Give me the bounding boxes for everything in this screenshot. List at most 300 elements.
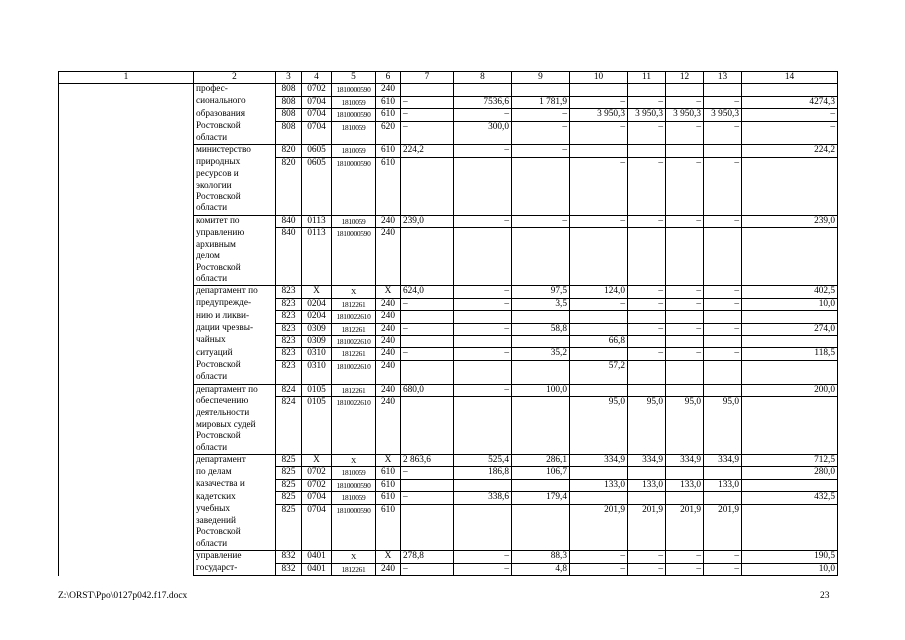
- cell-value: –: [570, 563, 628, 575]
- cell-value: [570, 274, 628, 286]
- column-header: 8: [454, 72, 512, 84]
- cell-value: [302, 431, 332, 442]
- table-row: [59, 181, 838, 192]
- table-row: [59, 492, 838, 504]
- cell-value: [666, 372, 704, 384]
- cell-value: [332, 263, 376, 274]
- table-row: [59, 192, 838, 203]
- cell-value: [666, 492, 704, 504]
- cell-value: [742, 527, 838, 538]
- cell-value: 240: [376, 396, 401, 408]
- cell-value: [454, 504, 512, 516]
- cell-value: –: [628, 323, 666, 335]
- cell-col1: [59, 443, 194, 455]
- cell-value: 0605: [302, 157, 332, 169]
- cell-value: 224,2: [742, 145, 838, 157]
- cell-value: [454, 516, 512, 527]
- cell-value: [276, 527, 302, 538]
- cell-value: [276, 431, 302, 442]
- cell-value: 1810022610: [332, 396, 376, 408]
- cell-value: –: [570, 298, 628, 310]
- cell-value: 0310: [302, 360, 332, 372]
- cell-value: 7536,6: [454, 96, 512, 108]
- cell-col1: [59, 323, 194, 335]
- cell-value: 1812261: [332, 563, 376, 575]
- cell-value: [512, 84, 570, 96]
- cell-value: –: [666, 551, 704, 563]
- cell-value: [401, 157, 454, 169]
- cell-value: [666, 311, 704, 323]
- cell-value: [570, 408, 628, 419]
- cell-value: [302, 372, 332, 384]
- cell-value: –: [666, 298, 704, 310]
- cell-value: 334,9: [570, 455, 628, 467]
- cell-value: X: [302, 455, 332, 467]
- cell-value: –: [628, 96, 666, 108]
- cell-value: [276, 539, 302, 551]
- cell-col1: [59, 492, 194, 504]
- cell-value: 3,5: [512, 298, 570, 310]
- cell-value: –: [704, 563, 742, 575]
- cell-value: 286,1: [512, 455, 570, 467]
- cell-value: 240: [376, 384, 401, 396]
- cell-value: [332, 443, 376, 455]
- cell-value: 201,9: [704, 504, 742, 516]
- cell-value: [302, 527, 332, 538]
- cell-value: [276, 192, 302, 203]
- cell-value: [570, 192, 628, 203]
- table-row: [59, 215, 838, 227]
- cell-value: [666, 263, 704, 274]
- cell-value: 832: [276, 551, 302, 563]
- cell-value: [454, 420, 512, 431]
- cell-value: [628, 360, 666, 372]
- cell-name: Ростовской: [194, 192, 276, 203]
- cell-value: –: [666, 121, 704, 133]
- cell-value: [276, 203, 302, 215]
- cell-value: [401, 408, 454, 419]
- cell-value: –: [454, 551, 512, 563]
- cell-value: [454, 169, 512, 180]
- cell-value: [454, 360, 512, 372]
- footer-file-path: Z:\ORST\Ppo\0127p042.f17.docx: [58, 591, 188, 601]
- table-row: [59, 420, 838, 431]
- cell-value: [704, 372, 742, 384]
- cell-value: 1810000590: [332, 479, 376, 491]
- cell-col1: [59, 121, 194, 133]
- cell-value: [512, 443, 570, 455]
- cell-value: [666, 145, 704, 157]
- table-row: [59, 516, 838, 527]
- page-number: 23: [820, 591, 830, 601]
- cell-value: 97,5: [512, 286, 570, 298]
- cell-value: [302, 516, 332, 527]
- cell-col1: [59, 408, 194, 419]
- cell-value: –: [401, 563, 454, 575]
- table-row: [59, 443, 838, 455]
- cell-value: [454, 335, 512, 347]
- cell-value: 133,0: [666, 479, 704, 491]
- table-row: [59, 133, 838, 145]
- cell-value: 133,0: [570, 479, 628, 491]
- cell-value: 4274,3: [742, 96, 838, 108]
- table-row: [59, 455, 838, 467]
- cell-value: [742, 251, 838, 262]
- header-row: [59, 72, 838, 84]
- cell-value: [376, 181, 401, 192]
- cell-value: 808: [276, 109, 302, 121]
- cell-value: [512, 420, 570, 431]
- cell-value: [332, 372, 376, 384]
- cell-value: [376, 539, 401, 551]
- cell-value: 10,0: [742, 563, 838, 575]
- cell-value: 1810059: [332, 215, 376, 227]
- cell-value: [276, 251, 302, 262]
- cell-value: [401, 527, 454, 538]
- cell-value: –: [704, 215, 742, 227]
- cell-value: [332, 169, 376, 180]
- cell-value: [401, 251, 454, 262]
- cell-value: –: [666, 215, 704, 227]
- cell-value: [454, 443, 512, 455]
- cell-value: [570, 431, 628, 442]
- cell-col1: [59, 84, 194, 96]
- cell-col1: [59, 539, 194, 551]
- cell-value: [454, 527, 512, 538]
- cell-value: [302, 240, 332, 251]
- cell-col1: [59, 467, 194, 479]
- cell-value: X: [376, 455, 401, 467]
- cell-value: [332, 408, 376, 419]
- cell-value: 824: [276, 396, 302, 408]
- cell-value: –: [401, 348, 454, 360]
- cell-value: 338,6: [454, 492, 512, 504]
- cell-value: [401, 396, 454, 408]
- cell-value: 0401: [302, 551, 332, 563]
- cell-value: 35,2: [512, 348, 570, 360]
- cell-col1: [59, 563, 194, 575]
- column-header: 12: [666, 72, 704, 84]
- cell-col1: [59, 348, 194, 360]
- cell-value: [742, 372, 838, 384]
- cell-value: 240: [376, 215, 401, 227]
- cell-value: 100,0: [512, 384, 570, 396]
- table-row: [59, 251, 838, 262]
- cell-value: –: [454, 323, 512, 335]
- cell-value: –: [628, 121, 666, 133]
- cell-value: [401, 539, 454, 551]
- cell-value: [512, 251, 570, 262]
- cell-value: [376, 240, 401, 251]
- cell-col1: [59, 360, 194, 372]
- cell-value: [704, 251, 742, 262]
- cell-value: –: [570, 121, 628, 133]
- cell-value: [332, 203, 376, 215]
- cell-value: 133,0: [704, 479, 742, 491]
- cell-value: 823: [276, 298, 302, 310]
- cell-name: Ростовской: [194, 527, 276, 538]
- cell-value: 825: [276, 479, 302, 491]
- cell-value: [628, 539, 666, 551]
- cell-value: [628, 431, 666, 442]
- cell-name: образования: [194, 109, 276, 121]
- cell-value: 825: [276, 455, 302, 467]
- cell-value: –: [628, 298, 666, 310]
- cell-value: –: [666, 157, 704, 169]
- cell-value: [570, 420, 628, 431]
- cell-value: [332, 274, 376, 286]
- cell-name: кадетских: [194, 492, 276, 504]
- cell-value: [570, 251, 628, 262]
- cell-value: [570, 527, 628, 538]
- cell-col1: [59, 215, 194, 227]
- table-body: [59, 72, 838, 576]
- cell-value: 0702: [302, 467, 332, 479]
- cell-value: [704, 240, 742, 251]
- cell-value: [704, 169, 742, 180]
- cell-value: [742, 84, 838, 96]
- cell-value: [666, 431, 704, 442]
- cell-value: [570, 203, 628, 215]
- cell-value: [302, 443, 332, 455]
- cell-value: –: [666, 563, 704, 575]
- cell-value: 240: [376, 348, 401, 360]
- column-header: 3: [276, 72, 302, 84]
- cell-value: [276, 169, 302, 180]
- cell-value: [666, 169, 704, 180]
- cell-value: [666, 203, 704, 215]
- cell-value: [742, 203, 838, 215]
- cell-value: [401, 372, 454, 384]
- cell-value: [276, 443, 302, 455]
- cell-value: 95,0: [666, 396, 704, 408]
- cell-value: 58,8: [512, 323, 570, 335]
- cell-name: области: [194, 443, 276, 455]
- cell-col1: [59, 311, 194, 323]
- cell-value: [454, 251, 512, 262]
- cell-value: [742, 192, 838, 203]
- cell-value: 808: [276, 96, 302, 108]
- cell-value: 1812261: [332, 298, 376, 310]
- cell-value: [628, 274, 666, 286]
- cell-value: [276, 516, 302, 527]
- table-row: [59, 203, 838, 215]
- cell-value: [302, 169, 332, 180]
- cell-value: [401, 479, 454, 491]
- cell-value: –: [704, 96, 742, 108]
- cell-value: 300,0: [454, 121, 512, 133]
- cell-value: [628, 492, 666, 504]
- cell-value: X: [332, 286, 376, 298]
- cell-value: 1810000590: [332, 157, 376, 169]
- cell-value: [704, 145, 742, 157]
- table-row: [59, 348, 838, 360]
- cell-value: [454, 431, 512, 442]
- cell-value: –: [454, 348, 512, 360]
- table-row: [59, 121, 838, 133]
- cell-value: 124,0: [570, 286, 628, 298]
- cell-value: 610: [376, 504, 401, 516]
- cell-value: 840: [276, 228, 302, 240]
- cell-col1: [59, 298, 194, 310]
- cell-value: [276, 240, 302, 251]
- cell-value: –: [512, 145, 570, 157]
- cell-value: 240: [376, 323, 401, 335]
- cell-value: [512, 539, 570, 551]
- cell-value: [512, 372, 570, 384]
- cell-value: 95,0: [628, 396, 666, 408]
- cell-value: –: [570, 215, 628, 227]
- cell-value: [570, 372, 628, 384]
- cell-col1: [59, 192, 194, 203]
- cell-value: 2 863,6: [401, 455, 454, 467]
- cell-value: –: [512, 121, 570, 133]
- cell-value: [276, 133, 302, 145]
- cell-value: [332, 539, 376, 551]
- cell-value: [376, 274, 401, 286]
- cell-name: архивным: [194, 240, 276, 251]
- cell-value: [454, 133, 512, 145]
- cell-value: [570, 492, 628, 504]
- cell-col1: [59, 384, 194, 396]
- cell-value: [376, 169, 401, 180]
- cell-value: [512, 240, 570, 251]
- cell-value: –: [401, 492, 454, 504]
- cell-col1: [59, 240, 194, 251]
- cell-value: –: [666, 323, 704, 335]
- cell-value: 224,2: [401, 145, 454, 157]
- cell-value: [512, 431, 570, 442]
- cell-value: 240: [376, 563, 401, 575]
- cell-col1: [59, 504, 194, 516]
- cell-col1: [59, 455, 194, 467]
- table-row: [59, 479, 838, 491]
- cell-value: [628, 203, 666, 215]
- cell-value: 620: [376, 121, 401, 133]
- cell-value: [570, 133, 628, 145]
- cell-value: 610: [376, 96, 401, 108]
- table-row: [59, 169, 838, 180]
- cell-value: 823: [276, 348, 302, 360]
- cell-value: [454, 181, 512, 192]
- cell-value: [512, 169, 570, 180]
- table-row: [59, 504, 838, 516]
- cell-value: [666, 443, 704, 455]
- cell-value: [570, 384, 628, 396]
- cell-col1: [59, 157, 194, 169]
- cell-value: 186,8: [454, 467, 512, 479]
- cell-name: по делам: [194, 467, 276, 479]
- cell-value: [401, 192, 454, 203]
- cell-name: Ростовской: [194, 121, 276, 133]
- cell-value: [512, 504, 570, 516]
- cell-col1: [59, 203, 194, 215]
- cell-value: [376, 443, 401, 455]
- cell-value: [401, 360, 454, 372]
- cell-col1: [59, 516, 194, 527]
- cell-value: 525,4: [454, 455, 512, 467]
- cell-value: [704, 192, 742, 203]
- cell-value: [704, 228, 742, 240]
- cell-value: [376, 516, 401, 527]
- cell-value: [742, 157, 838, 169]
- cell-value: [628, 240, 666, 251]
- cell-value: [401, 504, 454, 516]
- cell-value: [570, 516, 628, 527]
- cell-value: [332, 420, 376, 431]
- cell-value: 0605: [302, 145, 332, 157]
- cell-value: 1810000590: [332, 84, 376, 96]
- cell-value: –: [401, 109, 454, 121]
- cell-col1: [59, 372, 194, 384]
- cell-value: [512, 181, 570, 192]
- cell-value: [704, 431, 742, 442]
- cell-value: [302, 133, 332, 145]
- cell-value: 1810059: [332, 492, 376, 504]
- cell-value: –: [628, 215, 666, 227]
- table-row: [59, 408, 838, 419]
- cell-value: 840: [276, 215, 302, 227]
- cell-name: Ростовской: [194, 431, 276, 442]
- cell-col1: [59, 96, 194, 108]
- cell-value: [742, 408, 838, 419]
- cell-value: [401, 443, 454, 455]
- cell-value: [742, 443, 838, 455]
- cell-value: 201,9: [628, 504, 666, 516]
- cell-value: [401, 263, 454, 274]
- cell-value: [666, 527, 704, 538]
- cell-value: [454, 157, 512, 169]
- cell-value: [570, 181, 628, 192]
- cell-value: 95,0: [704, 396, 742, 408]
- cell-value: [512, 527, 570, 538]
- cell-value: [454, 192, 512, 203]
- cell-value: [401, 133, 454, 145]
- table-row: [59, 311, 838, 323]
- cell-value: –: [570, 157, 628, 169]
- cell-value: [628, 84, 666, 96]
- cell-name: чайных: [194, 335, 276, 347]
- cell-value: [742, 169, 838, 180]
- cell-value: [628, 263, 666, 274]
- cell-value: [704, 181, 742, 192]
- cell-value: [512, 133, 570, 145]
- cell-value: [628, 335, 666, 347]
- cell-value: 823: [276, 286, 302, 298]
- table-row: [59, 157, 838, 169]
- cell-col1: [59, 335, 194, 347]
- cell-name: комитет по: [194, 215, 276, 227]
- cell-name: управление: [194, 551, 276, 563]
- table-row: [59, 335, 838, 347]
- table-row: [59, 286, 838, 298]
- cell-value: [666, 408, 704, 419]
- cell-value: 712,5: [742, 455, 838, 467]
- cell-value: –: [704, 551, 742, 563]
- cell-value: [742, 133, 838, 145]
- cell-value: [628, 133, 666, 145]
- cell-name: департамент: [194, 455, 276, 467]
- cell-value: [376, 192, 401, 203]
- cell-name: Ростовской: [194, 263, 276, 274]
- column-header: 7: [401, 72, 454, 84]
- cell-value: [376, 372, 401, 384]
- cell-value: 0702: [302, 479, 332, 491]
- cell-value: 808: [276, 84, 302, 96]
- cell-value: 10,0: [742, 298, 838, 310]
- cell-value: –: [454, 384, 512, 396]
- cell-value: 610: [376, 467, 401, 479]
